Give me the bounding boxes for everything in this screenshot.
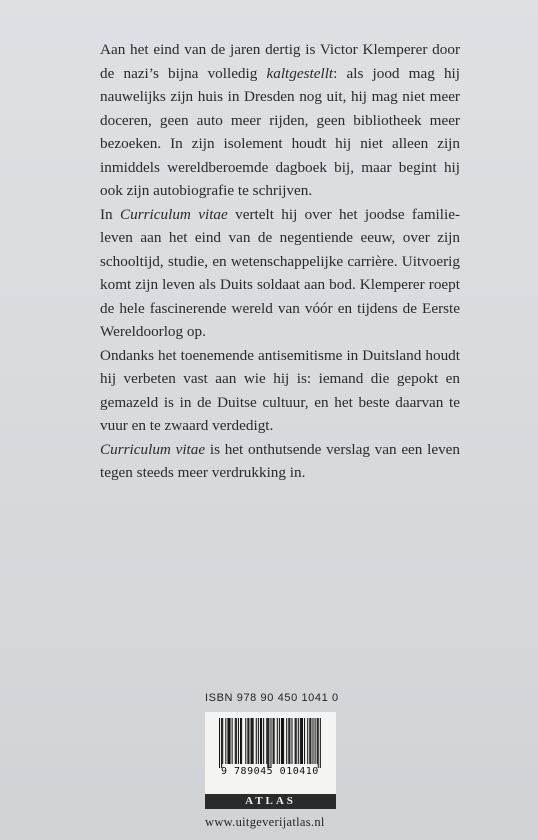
blurb-text bbox=[100, 38, 460, 485]
barcode-digits: 9 789045 010410 bbox=[221, 766, 319, 777]
barcode bbox=[205, 712, 336, 805]
isbn-label: ISBN 978 90 450 1041 0 bbox=[205, 692, 339, 704]
blurb-paragraph-4: Curriculum vitae is het onthutsende verslag van een leven tegen steeds meer verdrukking in. bbox=[100, 440, 460, 481]
blurb-paragraph-1: Aan het eind van de jaren dertig is Victor Klemperer door de nazi’s bijna volledig kaltgestellt: als jood mag hij nauwelijks zijn huis in Dresden nog uit, hij mag niet meer doceren, geen auto meer rijden, geen bibliotheek meer bezoeken. In zijn isolement houdt hij niet alleen zijn inmiddels wereldberoemde dagboek bij, maar begint hij ook zijn autobiografie te schrijven. bbox=[100, 41, 460, 199]
barcode-icon bbox=[205, 712, 336, 805]
blurb-paragraph-2: In Curriculum vitae vertelt hij over het joodse familie-leven aan het eind van de negentiende eeuw, over zijn schooltijd, studie, en wetenschappelijke carrière. Uitvoerig komt zijn leven als Duits soldaat aan bod. Klemperer roept de hele fascinerende wereld van vóór en tijdens de Eerste Wereldoorlog op. bbox=[100, 205, 461, 340]
publisher-website: www.uitgeverijatlas.nl bbox=[205, 815, 325, 829]
emphasis: kaltgestellt bbox=[266, 64, 334, 82]
publisher-logo: ATLAS bbox=[205, 794, 336, 809]
book-title-italic: Curriculum vitae bbox=[100, 440, 206, 458]
book-title-italic: Curriculum vitae bbox=[120, 205, 228, 223]
blurb-paragraph-3: Ondanks het toenemende antisemitisme in Duitsland houdt hij verbeten vast aan wie hij is: iemand die gepokt en gemazeld is in de Duitse cultuur, en het beste daarvan te vuur en te zwaard verdedigt. bbox=[100, 346, 460, 434]
